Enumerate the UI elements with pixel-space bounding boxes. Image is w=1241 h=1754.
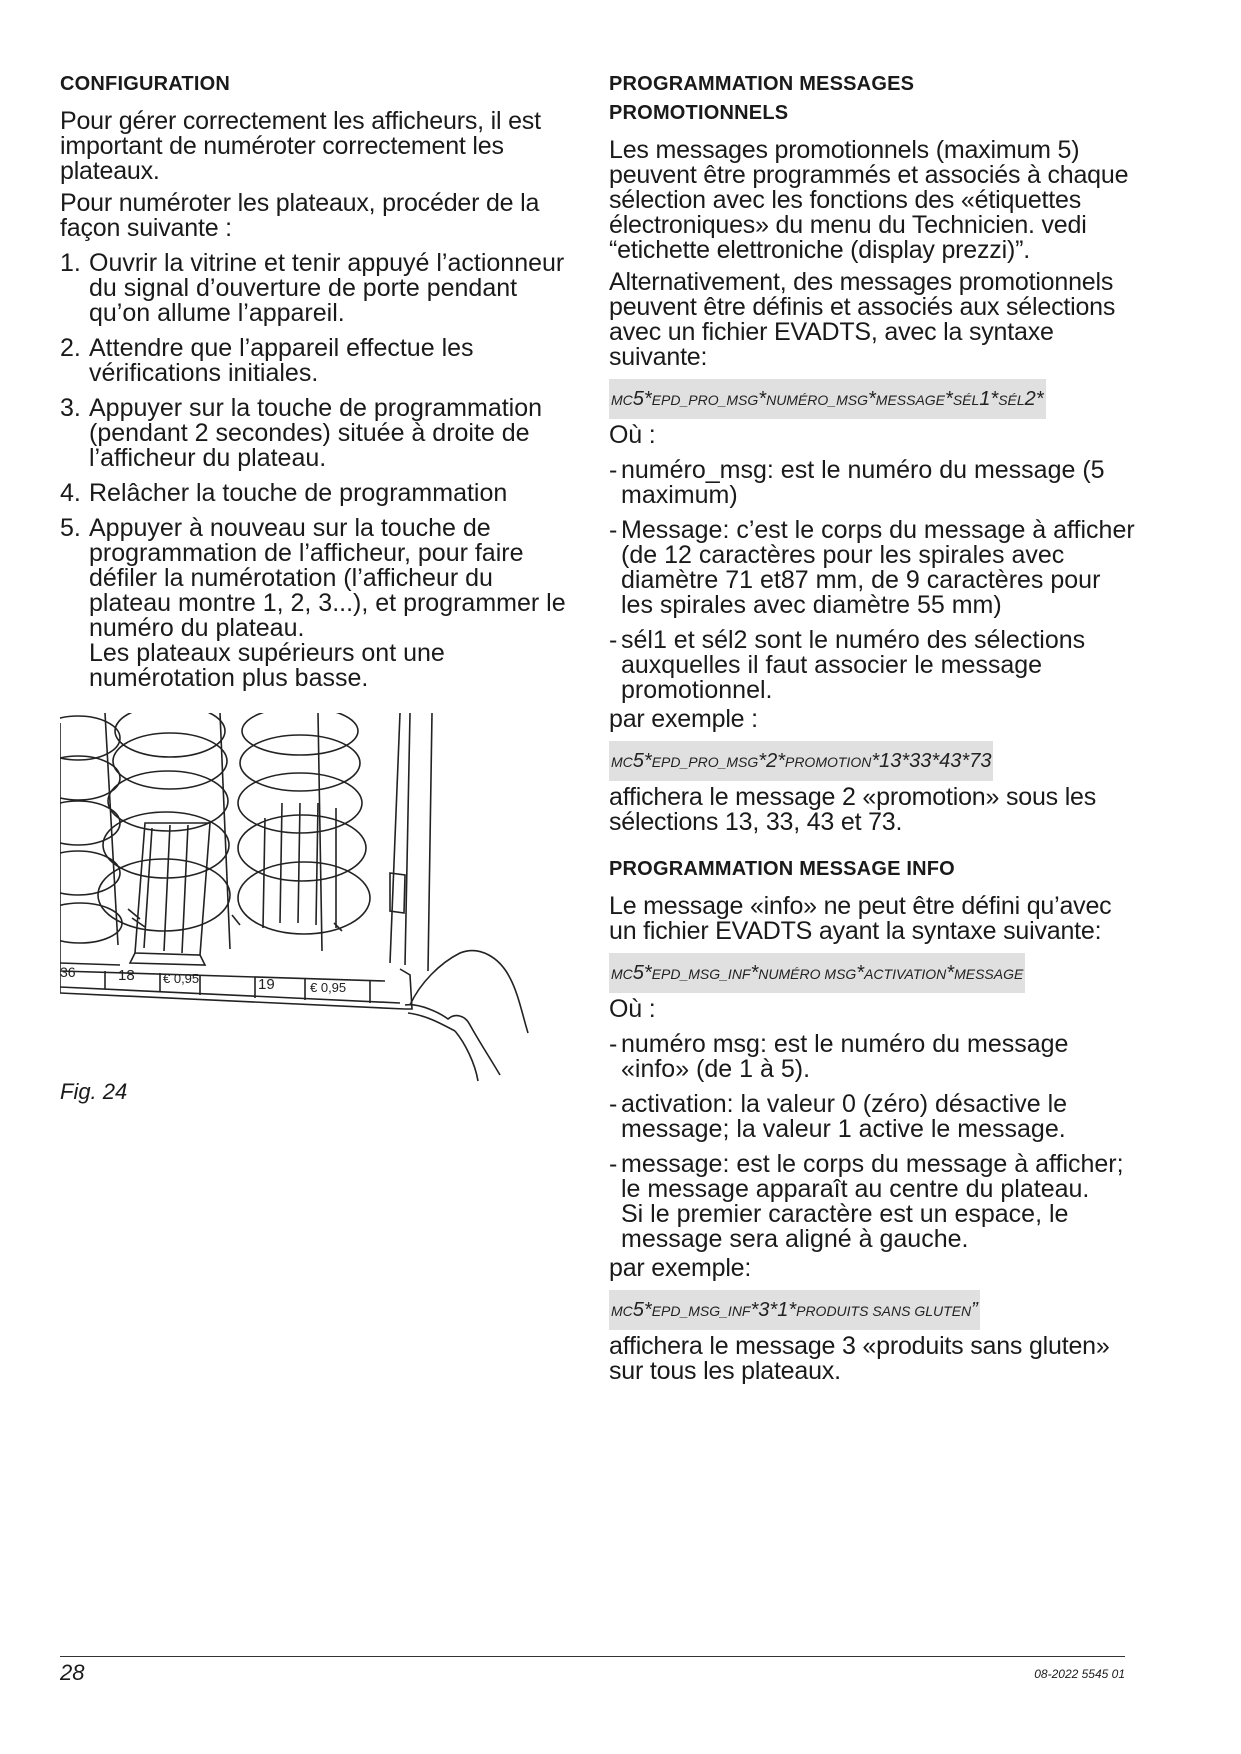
tray-label-36: 36 <box>60 964 76 980</box>
info-params-list <box>609 1032 1139 1252</box>
step-item: 2. Attendre que l’appareil effectue les vérifications initiales. <box>60 334 474 387</box>
right-column <box>609 70 1139 1391</box>
promo-paragraph-1: Les messages promotionnels (maximum 5) peuvent être programmés et associés à chaque sélection avec les fonctions des «étiquettes électroniques» du menu du Technicien. vedi “etichette elettroniche (display prezzi)”. <box>609 136 1129 264</box>
list-item: - numéro_msg: est le numéro du message (5 maximum) <box>609 458 1139 508</box>
tray-drawing <box>60 713 530 1083</box>
where-label-1: Où : <box>609 421 656 449</box>
steps-list <box>60 251 580 691</box>
step-note: Les plateaux supérieurs ont une numérotation plus basse. <box>89 639 445 692</box>
intro-paragraph-2: Pour numéroter les plateaux, procéder de la façon suivante : <box>60 189 540 242</box>
promo-params-list <box>609 458 1139 703</box>
list-item-note: Si le premier caractère est un espace, le message sera aligné à gauche. <box>621 1200 1069 1253</box>
left-column <box>60 70 580 1105</box>
heading-promo-messages: PROGRAMMATION MESSAGES PROMOTIONNELS <box>609 73 915 124</box>
tray-label-18: 18 <box>118 967 135 984</box>
tray-price-19: € 0,95 <box>310 980 347 995</box>
figure-caption: Fig. 24 <box>60 1079 128 1104</box>
promo-paragraph-2: Alternativement, des messages promotionnels peuvent être définis et associés aux sélections avec un fichier EVADTS, avec la syntaxe suivante: <box>609 268 1116 371</box>
list-item: - sél1 et sél2 sont le numéro des sélections auxquelles il faut associer le message promotionnel. <box>609 628 1139 703</box>
step-item: 5. Appuyer à nouveau sur la touche de programmation de l’afficheur, pour faire défiler la numérotation (l’afficheur du plateau montre 1, 2, 3...), et programmer le numéro du plateau. Les plateaux supérieurs ont une numérotation plus basse. <box>60 514 566 692</box>
page-number: 28 <box>60 1660 85 1685</box>
example-label-2: par exemple: <box>609 1254 752 1282</box>
example-code-info: MC5*EPD_MSG_INF*3*1*PRODUITS SANS GLUTEN” <box>609 1290 980 1330</box>
example-code-promo: MC5*EPD_PRO_MSG*2*PROMOTION*13*33*43*73 <box>609 741 993 781</box>
heading-info-message: PROGRAMMATION MESSAGE INFO <box>609 858 955 880</box>
list-item: - activation: la valeur 0 (zéro) désactive le message; la valeur 1 active le message. <box>609 1092 1139 1142</box>
intro-paragraph-1: Pour gérer correctement les afficheurs, il est important de numéroter correctement les plateaux. <box>60 107 541 185</box>
syntax-code-promo: MC5*EPD_PRO_MSG*NUMÉRO_MSG*MESSAGE*SÉL1*SÉL2* <box>609 379 1046 419</box>
step-item: 3. Appuyer sur la touche de programmation (pendant 2 secondes) située à droite de l’afficheur du plateau. <box>60 394 543 472</box>
syntax-code-info: MC5*EPD_MSG_INF*NUMÉRO MSG*ACTIVATION*MESSAGE <box>609 953 1025 993</box>
list-item: - message: est le corps du message à afficher; le message apparaît au centre du plateau. Si le premier caractère est un espace, le message sera aligné à gauche. <box>609 1152 1139 1252</box>
promo-example-result: affichera le message 2 «promotion» sous les sélections 13, 33, 43 et 73. <box>609 783 1097 836</box>
step-item: 4. Relâcher la touche de programmation <box>60 479 508 507</box>
tray-price-18: € 0,95 <box>163 971 200 986</box>
list-item: - Message: c’est le corps du message à afficher (de 12 caractères pour les spirales avec diamètre 71 et87 mm, de 9 caractères pour les spirales avec diamètre 55 mm) <box>609 518 1139 618</box>
list-item: - numéro msg: est le numéro du message «info» (de 1 à 5). <box>609 1032 1139 1082</box>
heading-configuration: CONFIGURATION <box>60 73 230 95</box>
info-example-result: affichera le message 3 «produits sans gluten» sur tous les plateaux. <box>609 1332 1110 1385</box>
footer-divider <box>60 1656 1125 1657</box>
step-item: 1. Ouvrir la vitrine et tenir appuyé l’actionneur du signal d’ouverture de porte pendant qu’on allume l’appareil. <box>60 249 565 327</box>
example-label-1: par exemple : <box>609 705 758 733</box>
where-label-2: Où : <box>609 995 656 1023</box>
tray-label-19: 19 <box>258 976 275 993</box>
info-paragraph: Le message «info» ne peut être défini qu’avec un fichier EVADTS ayant la syntaxe suivante: <box>609 892 1112 945</box>
figure-tray-illustration <box>60 713 530 1083</box>
document-code: 08-2022 5545 01 <box>1034 1667 1125 1681</box>
